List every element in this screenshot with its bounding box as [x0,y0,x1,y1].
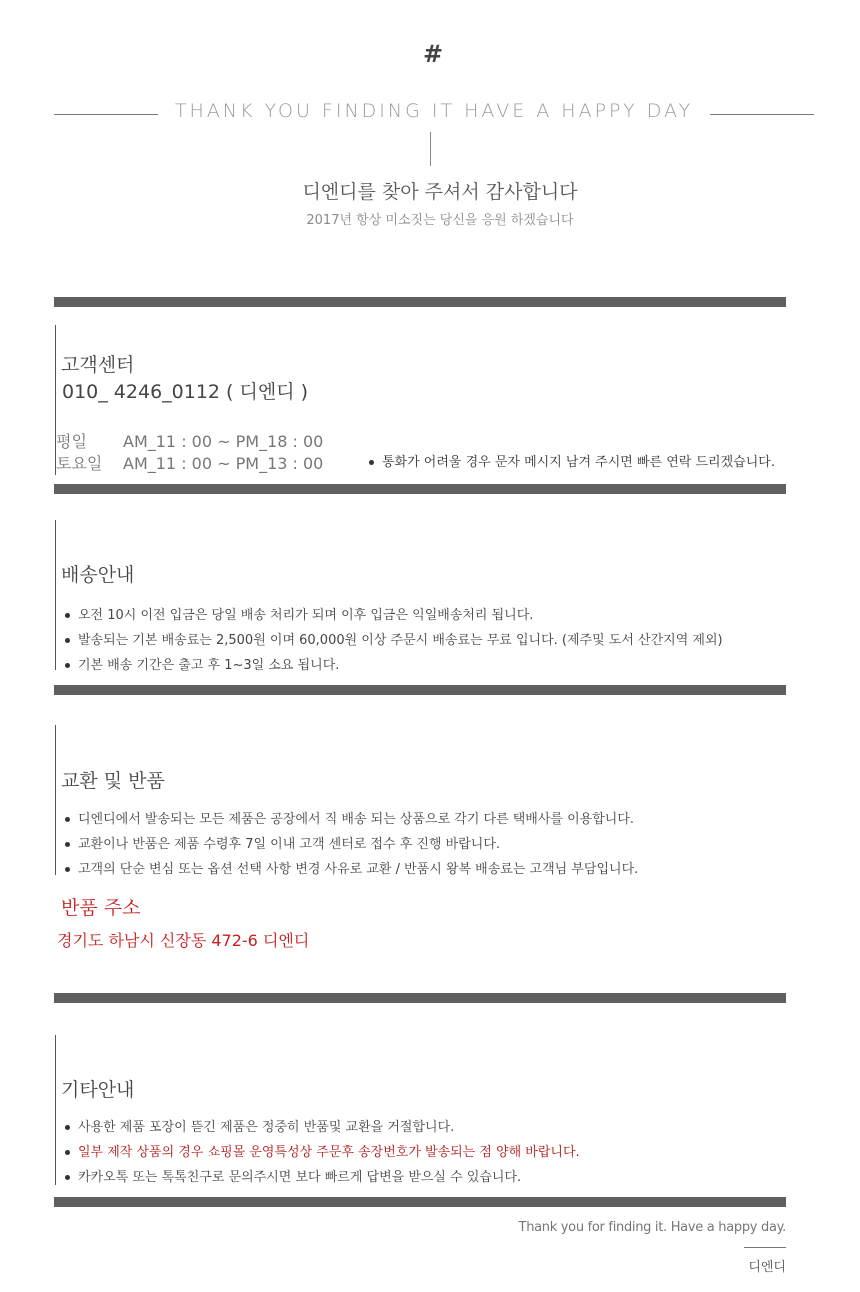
return-address: 경기도 하남시 신장동 472-6 디엔디 [57,931,310,950]
exchange-list [62,807,638,882]
footer-brand: 디엔디 [748,1260,786,1275]
return-address-title: 반품 주소 [61,897,141,919]
list-item: 고객의 단순 변심 또는 옵션 선택 사항 변경 사유로 교환 / 반품시 왕복 배송료는 고객님 부담입니다. [62,857,638,882]
section-accent-line [55,1035,56,1185]
other-info-title: 기타안내 [61,1079,135,1101]
list-item: 카카오톡 또는 톡톡친구로 문의주시면 보다 빠르게 답변을 받으실 수 있습니다. [62,1165,580,1190]
call-note [366,450,775,475]
business-hours [56,431,323,475]
phone-number: 010_ 4246_0112 ( 디엔디 ) [62,381,309,403]
section-bar [54,484,786,494]
list-item: 교환이나 반품은 제품 수령후 7일 이내 고객 센터로 접수 후 진행 바랍니다. [62,832,638,857]
section-bar [54,685,786,695]
list-item: 사용한 제품 포장이 뜯긴 제품은 정중히 반품및 교환을 거절합니다. [62,1115,580,1140]
list-item: 발송되는 기본 배송료는 2,500원 이며 60,000원 이상 주문시 배송료는 무료 입니다. (제주및 도서 산간지역 제외) [62,628,723,653]
tagline-row [54,98,814,128]
divider-left [54,114,158,115]
list-item: 디엔디에서 발송되는 모든 제품은 공장에서 직 배송 되는 상품으로 각기 다른 택배사를 이용합니다. [62,807,638,832]
hours-label: 평일 [56,432,87,451]
hours-row [56,453,323,475]
subtitle: 2017년 항상 미소짓는 당신을 응원 하겠습니다 [306,213,574,228]
list-item-highlight: 일부 제작 상품의 경우 쇼핑몰 운영특성상 주문후 송장번호가 발송되는 점 양해 바랍니다. [62,1140,580,1165]
divider-right [710,114,814,115]
hash-mark: # [422,40,444,68]
section-bar [54,297,786,307]
vertical-divider [430,132,431,166]
list-item: 기본 배송 기간은 출고 후 1~3일 소요 됩니다. [62,653,723,678]
section-accent-line [55,520,56,670]
thanks-heading: 디엔디를 찾아 주셔서 감사합니다 [302,181,578,203]
footer-message: Thank you for finding it. Have a happy day. [518,1220,786,1235]
customer-center-title: 고객센터 [61,354,135,376]
call-note-text: 통화가 어려울 경우 문자 메시지 남겨 주시면 빠른 연락 드리겠습니다. [366,450,775,475]
tagline: THANK YOU FINDING IT HAVE A HAPPY DAY [174,100,694,122]
hours-label: 토요일 [56,454,103,473]
exchange-title: 교환 및 반품 [61,770,165,792]
section-bar [54,1197,786,1207]
shipping-title: 배송안내 [61,564,135,586]
list-item: 오전 10시 이전 입금은 당일 배송 처리가 되며 이후 입금은 익일배송처리 됩니다. [62,603,723,628]
shipping-list [62,603,723,678]
section-bar [54,993,786,1003]
hours-time: AM_11 : 00 ~ PM_18 : 00 [123,432,324,451]
hours-time: AM_11 : 00 ~ PM_13 : 00 [123,454,324,473]
other-info-list [62,1115,580,1190]
section-accent-line [55,725,56,875]
footer-divider [744,1247,786,1248]
hours-row [56,431,323,453]
